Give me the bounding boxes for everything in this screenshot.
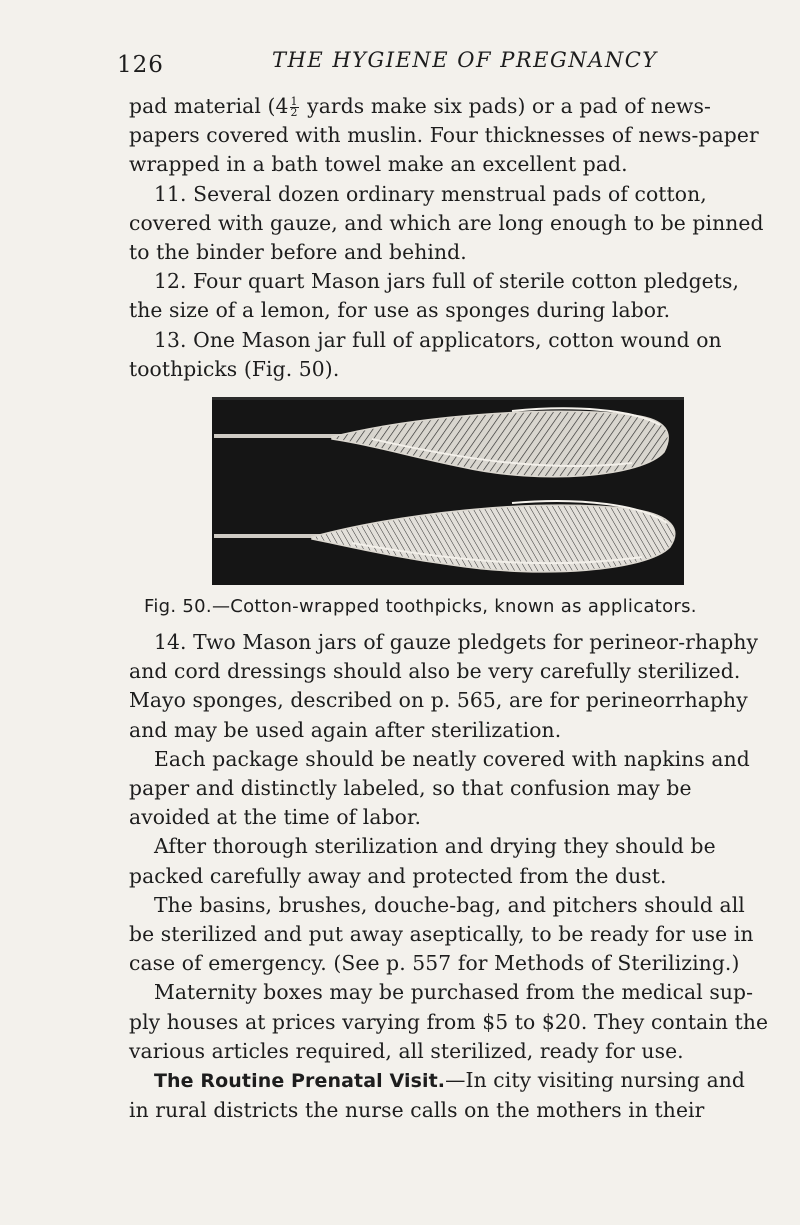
text-block-bottom [129, 628, 769, 1125]
paragraph-text: pad material (4 [129, 94, 289, 118]
running-head: THE HYGIENE OF PREGNANCY [272, 48, 658, 72]
paragraph-package: Each package should be neatly covered with napkins and paper and distinctly labeled, so that confusion may be avoided at the time of labor. [129, 746, 750, 830]
paragraph-item-12: 12. Four quart Mason jars full of sterile cotton pledgets, the size of a lemon, for use as sponges during labor. [129, 269, 740, 323]
paragraph-item-14: 14. Two Mason jars of gauze pledgets for perineor-rhaphy and cord dressings should also be very carefully sterilized. Mayo sponges, described on p. 565, are for perineorrhaphy and may be used again after sterilization. [129, 630, 759, 742]
text-block-top [129, 92, 769, 384]
paragraph-maternity-boxes: Maternity boxes may be purchased from the medical sup-ply houses at prices varying from $5 to $20. They contain the various articles required, all sterilized, ready for use. [129, 980, 769, 1063]
fraction-one-half: $\frac{1}{2}$ [290, 95, 298, 119]
figure-caption: Fig. 50.—Cotton-wrapped toothpicks, known as applicators. [144, 596, 697, 617]
applicators-illustration [212, 397, 684, 585]
paragraph-item-11: 11. Several dozen ordinary menstrual pads of cotton, covered with gauze, and which are long enough to be pinned to the binder before and behind. [129, 181, 764, 265]
paragraph-sterilization: After thorough sterilization and drying they should be packed carefully away and protected from the dust. [129, 834, 716, 888]
paragraph-prenatal-visit [129, 1066, 769, 1125]
page-number: 126 [117, 52, 164, 78]
figure-applicators [212, 397, 684, 585]
paragraph-basins: The basins, brushes, douche-bag, and pitchers should all be sterilized and put away aseptically, to be ready for use in case of emergency. (See p. 557 for Methods of Sterilizing.) [129, 892, 754, 976]
paragraph-item-13: 13. One Mason jar full of applicators, cotton wound on toothpicks (Fig. 50). [129, 327, 722, 381]
paragraph-text: —In city visiting nursing and in rural districts the nurse calls on the mothers in their [129, 1068, 746, 1123]
paragraph-pad-material [129, 92, 769, 180]
section-heading: The Routine Prenatal Visit. [154, 1070, 446, 1093]
paragraph-text: yards make six pads) or a pad of news-papers covered with muslin. Four thicknesses of news-paper wrapped in a bath towel make an excellent pad. [129, 94, 759, 177]
page-header [117, 44, 740, 84]
